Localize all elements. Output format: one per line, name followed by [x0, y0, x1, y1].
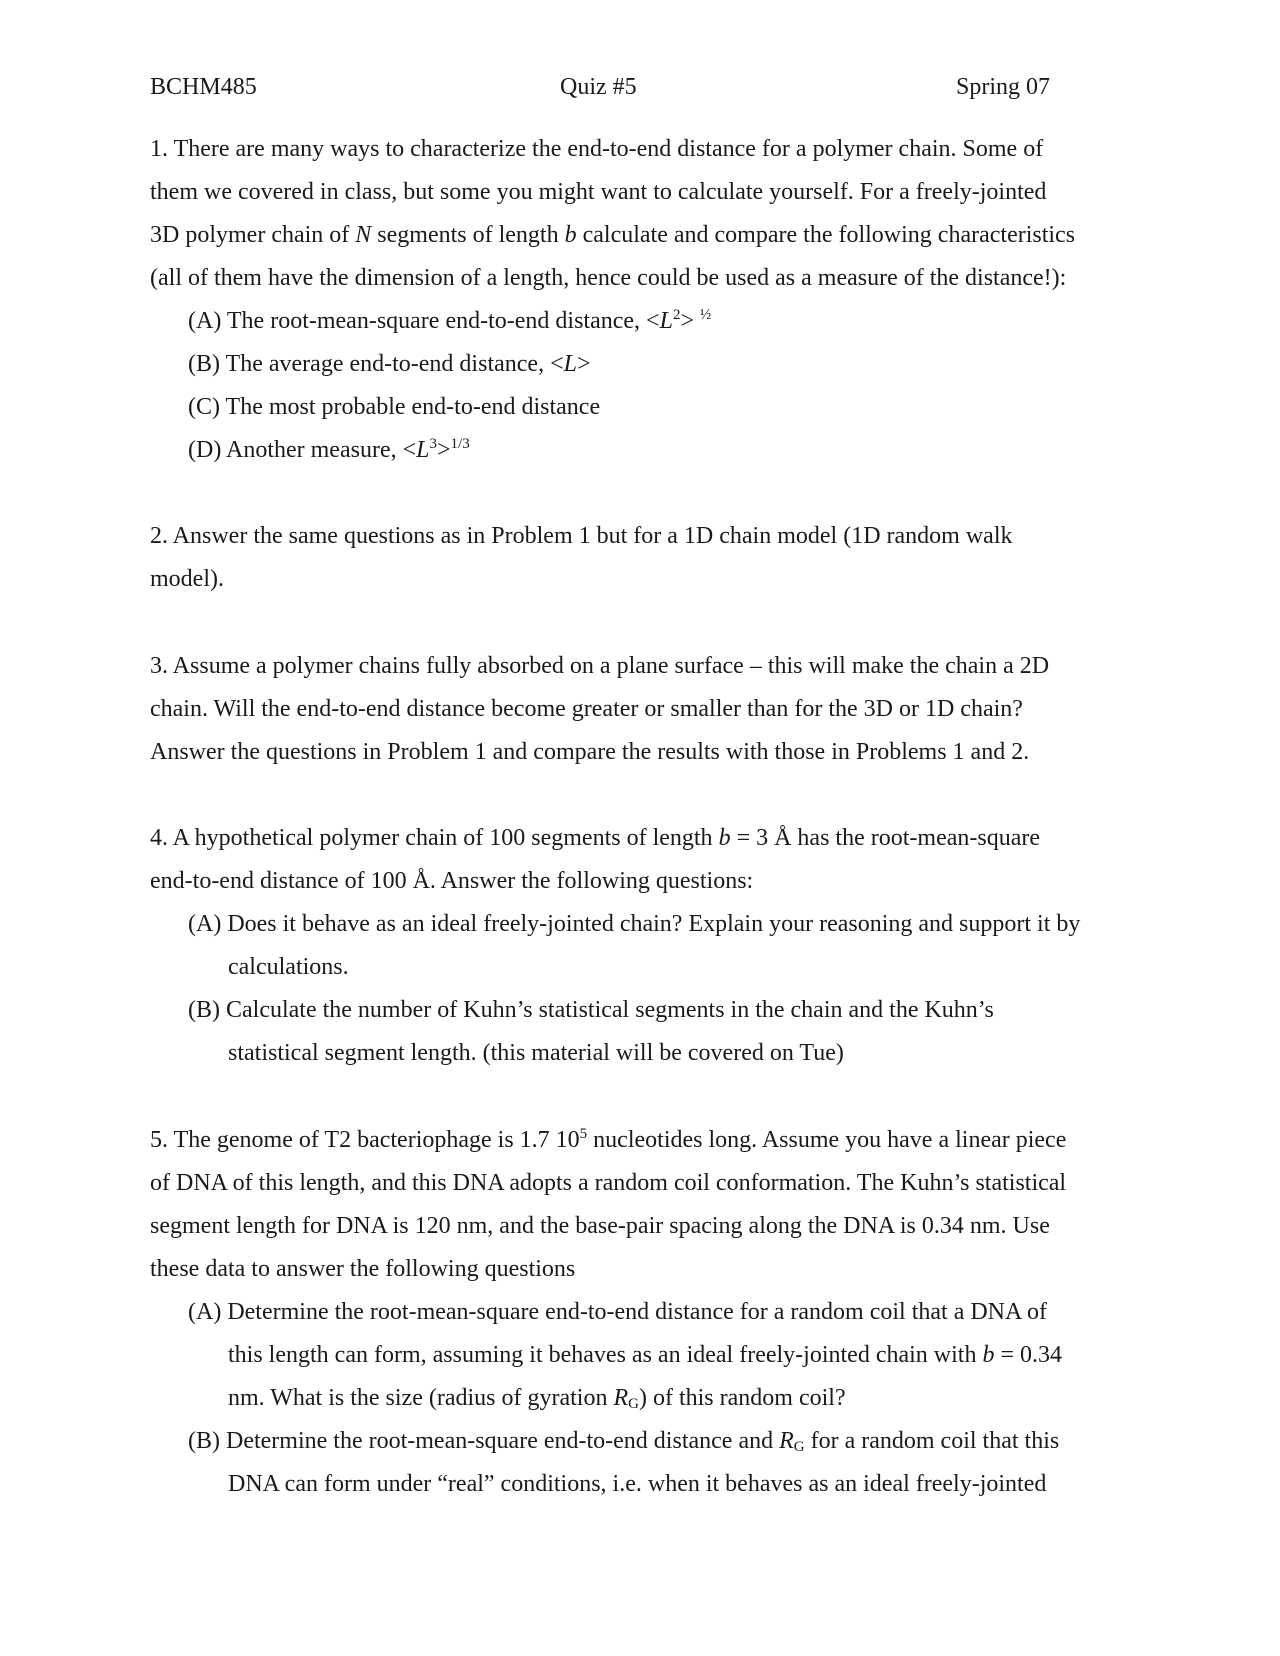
q2-line2: model).	[150, 566, 224, 592]
q5-line3: segment length for DNA is 120 nm, and the base-pair spacing along the DNA is 0.34 nm. Use	[150, 1213, 1050, 1239]
q5-line2: of DNA of this length, and this DNA adopts a random coil conformation. The Kuhn’s statistical	[150, 1170, 1067, 1196]
q3-line3: Answer the questions in Problem 1 and compare the results with those in Problems 1 and 2.	[150, 739, 1030, 765]
q3-line2: chain. Will the end-to-end distance become greater or smaller than for the 3D or 1D chain?	[150, 696, 1023, 722]
q1-line1: 1. There are many ways to characterize the end-to-end distance for a polymer chain. Some of	[150, 136, 1044, 162]
q4-item-a-cont: calculations.	[228, 954, 349, 980]
course-code: BCHM485	[150, 74, 257, 100]
q1-line2: them we covered in class, but some you might want to calculate yourself. For a freely-jointed	[150, 179, 1047, 205]
q4-item-b: (B) Calculate the number of Kuhn’s statistical segments in the chain and the Kuhn’s	[188, 997, 994, 1023]
q5-item-a-cont1: this length can form, assuming it behaves as an ideal freely-jointed chain with b = 0.34	[228, 1342, 1062, 1368]
q3-line1: 3. Assume a polymer chains fully absorbed on a plane surface – this will make the chain a 2D	[150, 653, 1050, 679]
term: Spring 07	[956, 74, 1051, 100]
q4-line1: 4. A hypothetical polymer chain of 100 segments of length b = 3 Å has the root-mean-square	[150, 825, 1040, 851]
q1-item-d: (D) Another measure, $<L^3>^{1/3}$	[188, 436, 470, 463]
q1-item-c: (C) The most probable end-to-end distance	[188, 394, 601, 420]
q5-item-a: (A) Determine the root-mean-square end-to-end distance for a random coil that a DNA of	[188, 1299, 1048, 1325]
q4-item-b-cont: statistical segment length. (this material will be covered on Tue)	[228, 1040, 844, 1066]
q1-item-b: (B) The average end-to-end distance, <L>	[188, 351, 591, 377]
q1-line3: 3D polymer chain of N segments of length b calculate and compare the following characteristics	[150, 222, 1076, 248]
q5-item-a-cont2: nm. What is the size (radius of gyration $R_G$) of this random coil?	[228, 1385, 846, 1412]
q5-item-b-cont: DNA can form under “real” conditions, i.e. when it behaves as an ideal freely-jointed	[228, 1471, 1047, 1497]
q5-item-b: (B) Determine the root-mean-square end-to-end distance and $R_G$ for a random coil that this	[188, 1428, 1060, 1455]
q2-line1: 2. Answer the same questions as in Problem 1 but for a 1D chain model (1D random walk	[150, 523, 1013, 549]
q5-line4: these data to answer the following questions	[150, 1256, 576, 1282]
page-header	[150, 74, 1050, 104]
q1-item-a: (A) The root-mean-square end-to-end distance, $<L^2> ^{\frac{1}{2}}$	[188, 307, 712, 334]
quiz-title: Quiz #5	[560, 74, 637, 100]
q4-item-a: (A) Does it behave as an ideal freely-jointed chain? Explain your reasoning and support it by	[188, 911, 1081, 937]
q5-line1: 5. The genome of T2 bacteriophage is 1.7 $10^5$ nucleotides long. Assume you have a linear piece	[150, 1126, 1067, 1153]
q1-line4: (all of them have the dimension of a length, hence could be used as a measure of the distance!):	[150, 265, 1067, 291]
q4-line2: end-to-end distance of 100 Å. Answer the following questions:	[150, 868, 754, 894]
